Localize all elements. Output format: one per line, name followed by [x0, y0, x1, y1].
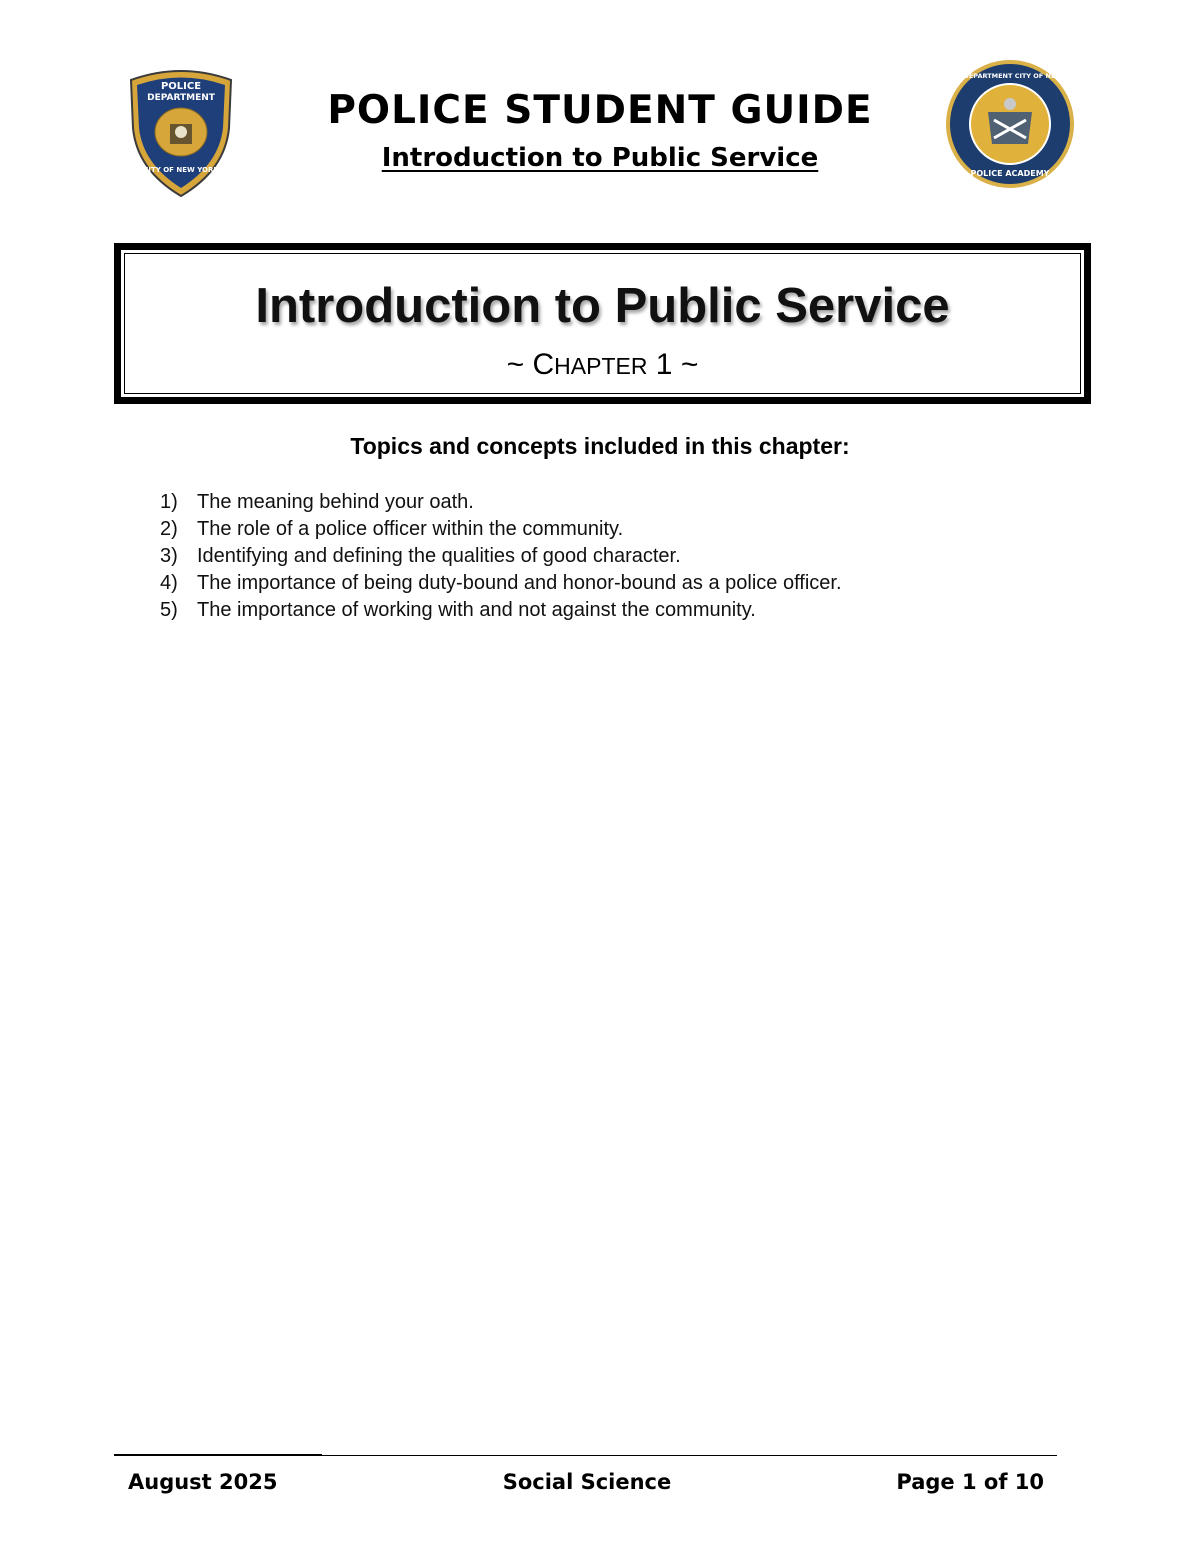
guide-subtitle — [250, 143, 950, 173]
seal-text-arc: POLICE DEPARTMENT CITY OF NEW YORK — [935, 72, 1085, 80]
list-item — [160, 543, 842, 570]
chapter-label-caps: HAPTER — [554, 353, 648, 379]
guide-title: POLICE STUDENT GUIDE — [327, 88, 873, 133]
guide-subtitle-text: Introduction to Public Service — [381, 143, 819, 173]
chapter-title: Introduction to Public Service — [255, 279, 950, 333]
list-item-number: 3) — [160, 545, 178, 567]
police-academy-seal-icon — [935, 58, 1085, 190]
list-item — [160, 516, 842, 543]
footer-subject: Social Science — [502, 1470, 672, 1494]
list-item-text: The importance of being duty-bound and honor-bound as a police officer. — [197, 572, 842, 594]
list-item — [160, 597, 842, 624]
list-item-number: 1) — [160, 491, 178, 513]
seal-text-bottom: POLICE ACADEMY — [970, 169, 1050, 178]
topics-heading: Topics and concepts included in this chapter: — [350, 433, 850, 459]
chapter-label — [121, 348, 1084, 382]
list-item-number: 4) — [160, 572, 178, 594]
list-item-text: The meaning behind your oath. — [197, 491, 474, 513]
list-item-text: Identifying and defining the qualities of good character. — [197, 545, 681, 567]
patch-text-mid: DEPARTMENT — [147, 93, 215, 103]
patch-text-top: POLICE — [160, 81, 202, 92]
footer-date: August 2025 — [128, 1470, 278, 1494]
list-item-number: 2) — [160, 518, 178, 540]
patch-text-arc: CITY OF NEW YORK — [143, 166, 219, 174]
footer-divider-accent — [114, 1454, 322, 1456]
list-item — [160, 489, 842, 516]
footer-page-number: Page 1 of 10 — [896, 1470, 1044, 1494]
chapter-label-prefix: ~ C — [506, 348, 555, 381]
list-item-text: The importance of working with and not against the community. — [197, 599, 756, 621]
chapter-label-number: 1 ~ — [647, 348, 699, 381]
list-item — [160, 570, 842, 597]
list-item-number: 5) — [160, 599, 178, 621]
topic-list — [160, 489, 842, 624]
list-item-text: The role of a police officer within the community. — [197, 518, 624, 540]
chapter-title-box — [114, 243, 1091, 404]
nypd-patch-icon — [125, 66, 237, 198]
